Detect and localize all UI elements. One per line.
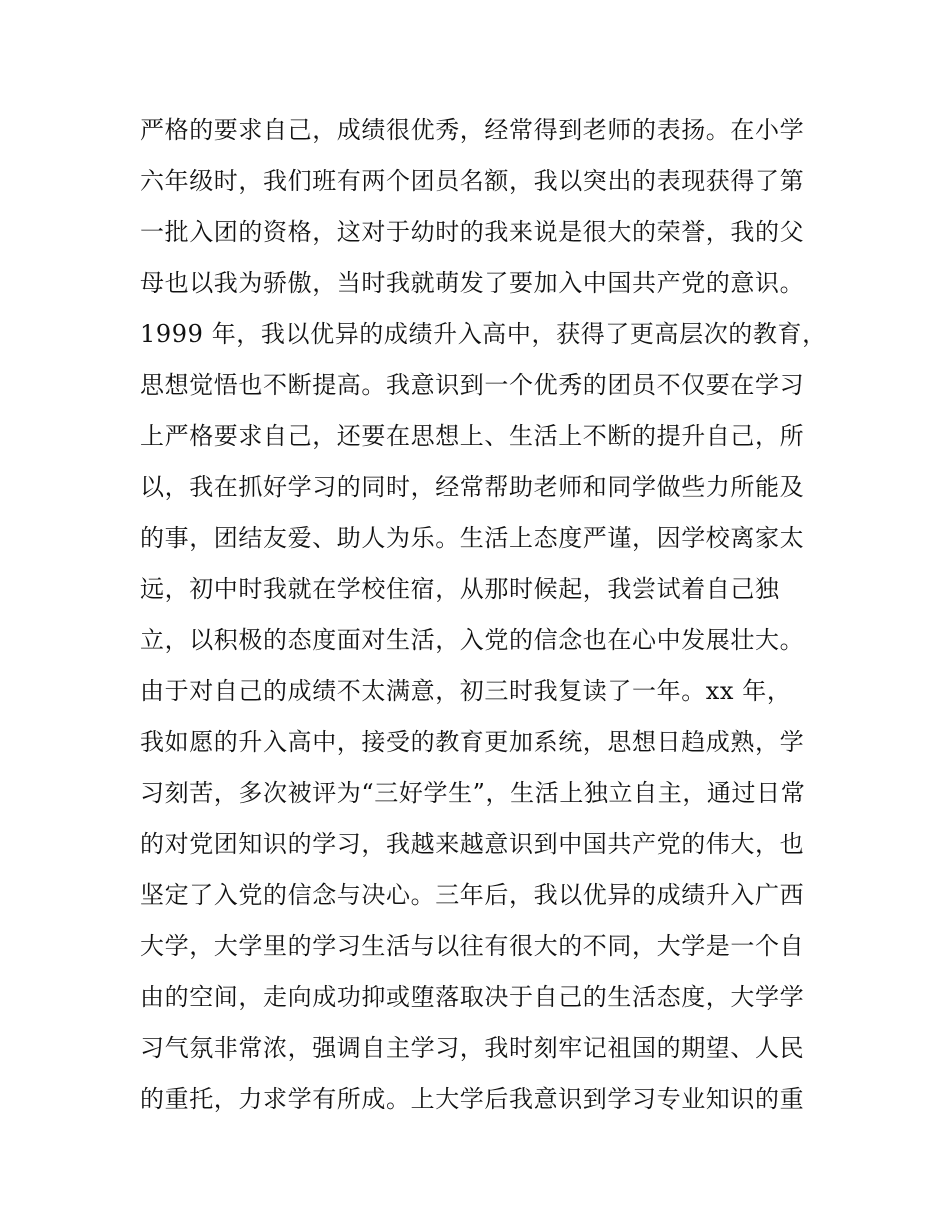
body-text — [140, 108, 827, 1128]
text-line: 习气氛非常浓，强调自主学习，我时刻牢记祖国的期望、人民 — [140, 1034, 805, 1062]
text-line: 大学，大学里的学习生活与以往有很大的不同，大学是一个自 — [140, 932, 805, 960]
text-line: 我如愿的升入高中，接受的教育更加系统，思想日趋成熟，学 — [140, 728, 805, 756]
text-line: 的对党团知识的学习，我越来越意识到中国共产党的伟大，也 — [140, 830, 805, 858]
text-line: 六年级时，我们班有两个团员名额，我以突出的表现获得了第 — [140, 167, 805, 195]
text-line: 由的空间，走向成功抑或堕落取决于自己的生活态度，大学学 — [140, 983, 805, 1011]
text-line: 的重托，力求学有所成。上大学后我意识到学习专业知识的重 — [140, 1085, 805, 1113]
text-line: 立，以积极的态度面对生活，入党的信念也在心中发展壮大。 — [140, 626, 805, 654]
text-line: 坚定了入党的信念与决心。三年后，我以优异的成绩升入广西 — [140, 881, 805, 909]
text-line: 上严格要求自己，还要在思想上、生活上不断的提升自己，所 — [140, 422, 805, 450]
text-line: 严格的要求自己，成绩很优秀，经常得到老师的表扬。在小学 — [140, 116, 805, 144]
text-line: 思想觉悟也不断提高。我意识到一个优秀的团员不仅要在学习 — [140, 371, 805, 399]
text-line: 的事，团结友爱、助人为乐。生活上态度严谨，因学校离家太 — [140, 524, 805, 552]
text-line: 母也以我为骄傲，当时我就萌发了要加入中国共产党的意识。 — [140, 269, 805, 297]
text-line: 习刻苦，多次被评为“三好学生”，生活上独立自主，通过日常 — [140, 779, 806, 807]
text-line: 1999 年，我以优异的成绩升入高中，获得了更高层次的教育， — [140, 320, 827, 348]
text-line: 以，我在抓好学习的同时，经常帮助老师和同学做些力所能及 — [140, 473, 805, 501]
text-line: 一批入团的资格，这对于幼时的我来说是很大的荣誉，我的父 — [140, 218, 805, 246]
text-line: 远，初中时我就在学校住宿，从那时候起，我尝试着自己独 — [140, 575, 780, 603]
text-line: 由于对自己的成绩不太满意，初三时我复读了一年。xx 年， — [140, 677, 792, 705]
